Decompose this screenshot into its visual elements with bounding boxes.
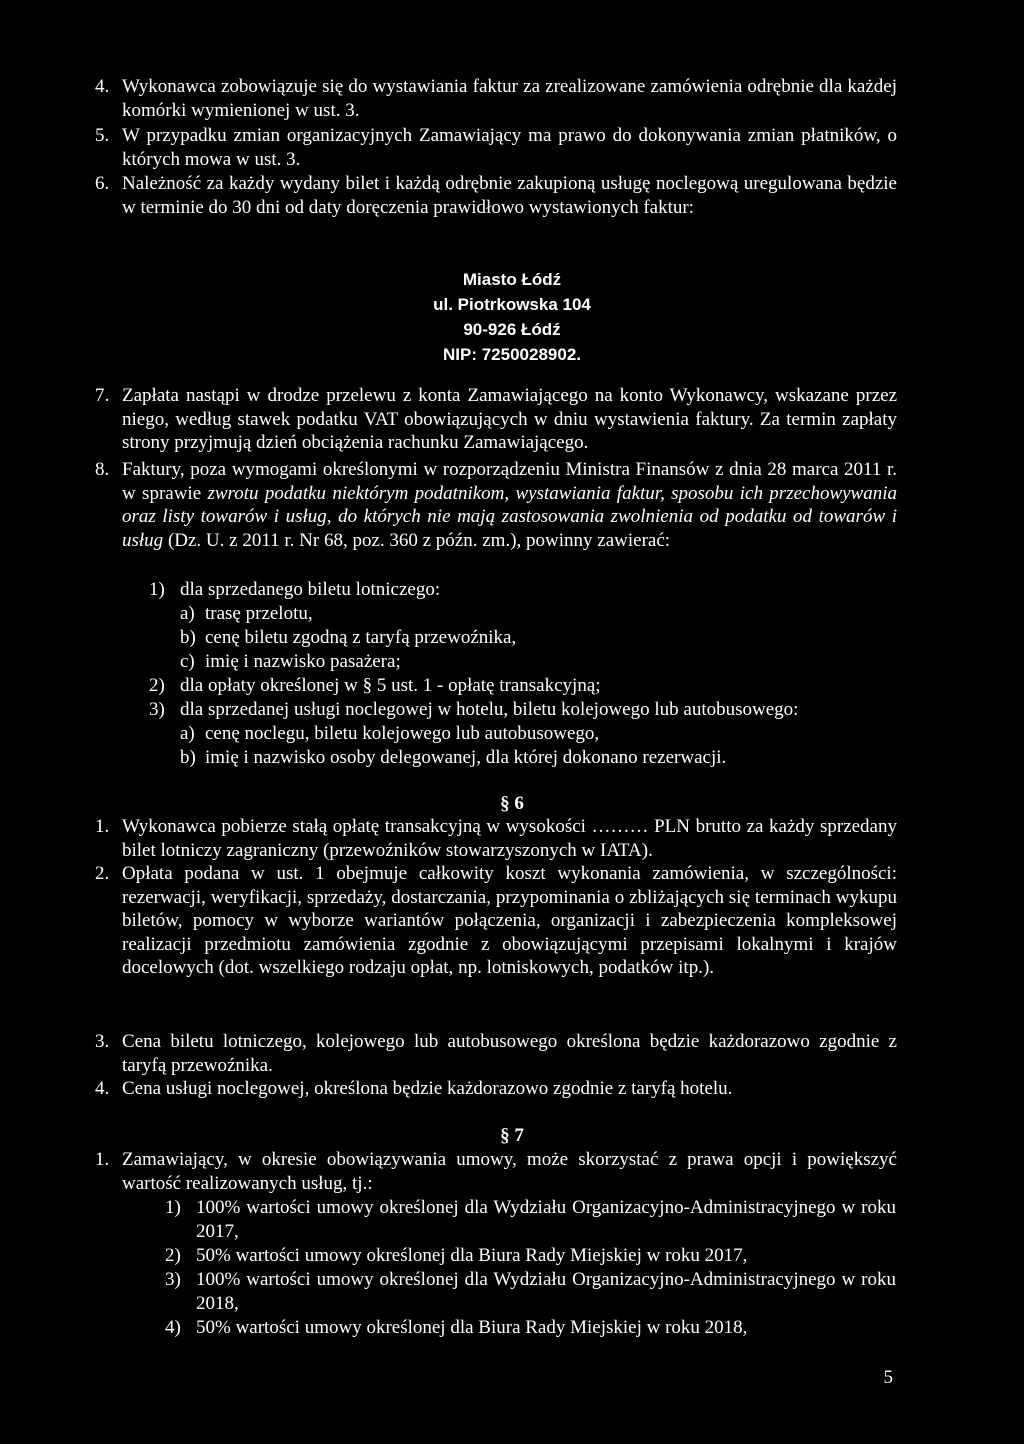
paragraph-number: 2. (95, 863, 110, 884)
paragraph-text: Należność za każdy wydany bilet i każdą odrębnie zakupioną usługę noclegową uregulowana będzie w terminie do 30 dni od daty doręczenia prawidłowo wystawionych faktur: (122, 173, 897, 218)
list-item-number: 2) (165, 1245, 181, 1266)
list-item (165, 1316, 896, 1340)
section-6-item-2 (95, 862, 897, 980)
paragraph-number: 1. (95, 1149, 110, 1170)
list-item-text: imię i nazwisko pasażera; (205, 651, 401, 672)
paragraph-text: Wykonawca zobowiązuje się do wystawiania faktur za zrealizowane zamówienia odrębnie dla każdej komórki wymienionej w ust. 3. (122, 76, 897, 121)
paragraph-8-text-b: (Dz. U. z 2011 r. Nr 68, poz. 360 z późn. zm.), powinny zawierać: (163, 529, 671, 551)
list-item-number: a) (180, 723, 195, 744)
list-item (180, 626, 516, 650)
list-item-number: a) (180, 603, 195, 624)
paragraph-8-text-a: Faktury, poza wymogami określonymi w rozporządzeniu Ministra Finansów z dnia 28 marca 2011 r. w sprawie (122, 459, 897, 504)
list-item-text: dla sprzedanego biletu lotniczego: (180, 579, 441, 600)
paragraph-text (122, 458, 897, 552)
paragraph-7 (95, 384, 897, 455)
address-line-2: ul. Piotrkowska 104 (433, 295, 591, 314)
list-item (180, 602, 313, 626)
address-line-3: 90-926 Łódź (463, 320, 561, 339)
paragraph-number: 1. (95, 816, 110, 837)
address-line-1: Miasto Łódź (462, 270, 562, 289)
list-item-number: 3) (165, 1269, 181, 1290)
paragraph-8 (95, 458, 897, 552)
list-item-number: b) (180, 747, 196, 768)
paragraph-number: 3. (95, 1031, 110, 1052)
paragraph-number: 4. (95, 1078, 110, 1099)
list-item-text: 100% wartości umowy określonej dla Wydziału Organizacyjno-Administracyjnego w roku 2018, (196, 1269, 896, 1314)
paragraph-text: Cena biletu lotniczego, kolejowego lub autobusowego określona będzie każdorazowo zgodnie z taryfą przewoźnika. (122, 1031, 897, 1076)
section-6-item-3 (95, 1030, 897, 1077)
section-6-item-1 (95, 815, 897, 862)
list-item-number: 4) (165, 1317, 181, 1338)
list-item-number: 1) (165, 1197, 181, 1218)
list-item-text: 100% wartości umowy określonej dla Wydziału Organizacyjno-Administracyjnego w roku 2017, (196, 1197, 896, 1242)
paragraph-6 (95, 172, 897, 219)
list-item (149, 674, 601, 698)
list-item (165, 1196, 896, 1243)
list-item (149, 578, 441, 602)
paragraph-text: Zamawiający, w okresie obowiązywania umowy, może skorzystać z prawa opcji i powiększyć wartość realizowanych usług, tj.: (122, 1149, 897, 1194)
list-item (180, 650, 401, 674)
list-item-number: 2) (149, 675, 165, 696)
list-item-text: dla opłaty określonej w § 5 ust. 1 - opłatę transakcyjną; (180, 675, 601, 696)
paragraph-text: W przypadku zmian organizacyjnych Zamawiający ma prawo do dokonywania zmian płatników, o których mowa w ust. 3. (122, 125, 897, 170)
paragraph-number: 8. (95, 459, 110, 480)
section-7-item-1 (95, 1148, 897, 1195)
list-item (180, 722, 599, 746)
list-item-text: imię i nazwisko osoby delegowanej, dla której dokonano rezerwacji. (205, 747, 727, 768)
paragraph-4 (95, 75, 897, 122)
paragraph-text: Wykonawca pobierze stałą opłatę transakcyjną w wysokości ……… PLN brutto za każdy sprzedany bilet lotniczy zagraniczny (przewoźników stowarzyszonych w IATA). (122, 816, 897, 861)
section-7-heading: § 7 (500, 1125, 524, 1146)
address-line-4: NIP: 7250028902. (443, 345, 581, 364)
list-item (165, 1268, 896, 1315)
list-item-number: 3) (149, 699, 165, 720)
list-item-text: cenę biletu zgodną z taryfą przewoźnika, (205, 627, 517, 648)
list-item (149, 698, 799, 722)
section-6-item-4 (95, 1077, 897, 1101)
paragraph-text: Opłata podana w ust. 1 obejmuje całkowity koszt wykonania zamówienia, w szczególności: rezerwacji, weryfikacji, sprzedaży, dostarczania, przypominania o zbliżających się terminach wykupu biletów, pomocy w wyborze wariantów połączenia, organizacji i zabezpieczenia kompleksowej realizacji przedmiotu zamówienia zgodnie z obowiązującymi przepisami lokalnymi i krajów docelowych (dot. wszelkiego rodzaju opłat, np. lotniskowych, podatków itp.). (122, 863, 897, 978)
paragraph-5 (95, 124, 897, 171)
list-item-text: cenę noclegu, biletu kolejowego lub autobusowego, (205, 723, 600, 744)
paragraph-number: 5. (95, 125, 110, 146)
paragraph-text: Cena usługi noclegowej, określona będzie każdorazowo zgodnie z taryfą hotelu. (122, 1078, 733, 1099)
list-item (180, 746, 726, 770)
paragraph-text: Zapłata nastąpi w drodze przelewu z konta Zamawiającego na konto Wykonawcy, wskazane przez niego, według stawek podatku VAT obowiązujących w dniu wystawienia faktury. Za termin zapłaty strony przyjmują dzień obciążenia rachunku Zamawiającego. (122, 385, 897, 453)
list-item (165, 1244, 896, 1268)
list-item-text: trasę przelotu, (205, 603, 313, 624)
paragraph-number: 4. (95, 76, 110, 97)
list-item-text: 50% wartości umowy określonej dla Biura Rady Miejskiej w roku 2017, (196, 1245, 748, 1266)
list-item-text: dla sprzedanej usługi noclegowej w hotelu, biletu kolejowego lub autobusowego: (180, 699, 799, 720)
list-item-number: 1) (149, 579, 165, 600)
section-6-heading: § 6 (500, 793, 524, 814)
list-item-number: c) (180, 651, 195, 672)
paragraph-number: 6. (95, 173, 110, 194)
list-item-number: b) (180, 627, 196, 648)
paragraph-number: 7. (95, 385, 110, 406)
page-number: 5 (883, 1367, 893, 1388)
paragraph-8-regulation-title: zwrotu podatku niektórym podatnikom, wystawiania faktur, sposobu ich przechowywania oraz listy towarów i usług, do których nie mają zastosowania zwolnienia od podatku od towarów i usług (122, 482, 897, 551)
list-item-text: 50% wartości umowy określonej dla Biura Rady Miejskiej w roku 2018, (196, 1317, 748, 1338)
